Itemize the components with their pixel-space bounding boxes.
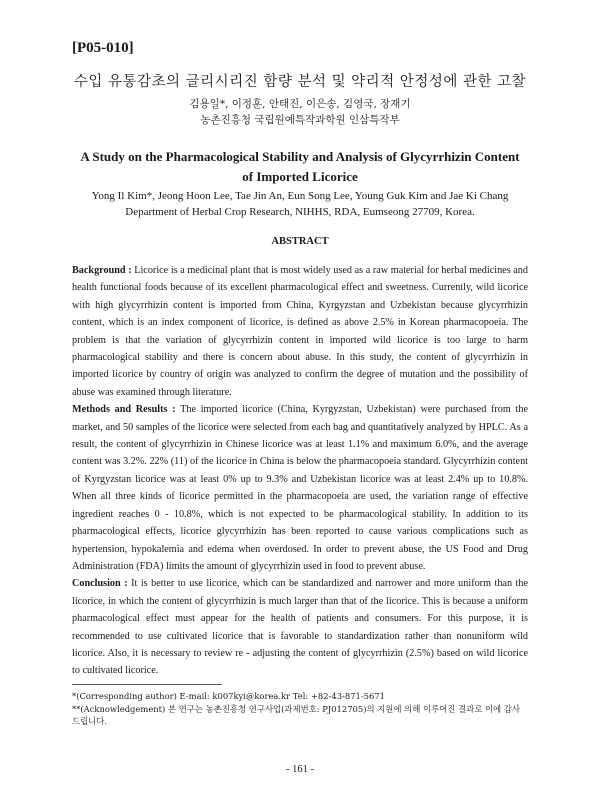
- methods-label: Methods and Results :: [72, 404, 176, 416]
- korean-authors: 김용일*, 이정훈, 안태진, 이은송, 김영국, 장재기: [189, 98, 411, 110]
- abstract-body: [72, 262, 528, 680]
- background-text: Licorice is a medicinal plant that is most widely used as a raw material for herbal medicines and health functional foods because of its excellent pharmacological effect and sweetness. Currently, wild licorice with high glycyrrhizin content is imported from China, Kyrgyzstan and Uzbekistan because glycyrrhizin content, which is an index component of licorice, is defined as above 2.5% in Korean pharmacopoeia. The problem is that the variation of glycyrrhizin content in imported wild licorice is too large to harm pharmacological stability and there is concern about abuse. In this study, the content of glycyrrhizin in imported licorice by country of origin was analyzed to confirm the degree of mutation and the possibility of abuse was examined through literature.: [72, 265, 528, 398]
- footnote-divider: [72, 684, 222, 685]
- acknowledgement-note: **(Acknowledgement) 본 연구는 농촌진흥청 연구사업(과제번호: PJ012705)의 지원에 의해 이루어진 결과로 이에 감사드립니다.: [72, 703, 520, 726]
- paper-page: [72, 0, 528, 799]
- english-title-line2: of Imported Licorice: [242, 169, 358, 184]
- page-number: - 161 -: [286, 764, 314, 775]
- conclusion-label: Conclusion :: [72, 578, 128, 590]
- korean-title: 수입 유통감초의 글리시리진 함량 분석 및 약리적 안정성에 관한 고찰: [73, 74, 527, 90]
- methods-text: The imported licorice (China, Kyrgyzstan, Uzbekistan) were purchased from the market, and 50 samples of the licorice were selected from each bag and quantitatively analyzed by HPLC. As a result, the content of glycyrrhizin in Chinese licorice was at least 1.1% and maximum 6.0%, and the average content was 3.2%. 22% (11) of the licorice in China is below the pharmacopoeia standard. Glycyrrhizin content of Kyrgyzstan licorice was at least 0% up to 9.3% and Uzbekistan licorice was at least 2.4% up to 10.8%. When all three kinds of licorice permitted in the pharmacopoeia are used, the variation range of effective ingredient reaches 0 - 10.8%, which is not expected to be pharmacological stability. In addition to its pharmacological effects, licorice glycyrrhizin has been reported to cause various complications such as hypertension, hypokalemia and edema when overdosed. In order to prevent abuse, the US Food and Drug Administration (FDA) limits the amount of glycyrrhizin used in food to prevent abuse.: [72, 404, 528, 572]
- korean-affiliation: 농촌진흥청 국립원예특작과학원 인삼특작부: [200, 114, 400, 126]
- corresponding-author-note: *(Corresponding author) E-mail: k007kyi@korea.kr Tel: +82-43-871-5671: [72, 691, 385, 701]
- author-names: Yong Il Kim*, Jeong Hoon Lee, Tae Jin An, Eun Song Lee, Young Guk Kim and Jae Ki Chang: [91, 190, 509, 202]
- author-affiliation: Department of Herbal Crop Research, NIHHS, RDA, Eumseong 27709, Korea.: [125, 206, 475, 218]
- english-authors-block: [62, 188, 538, 220]
- background-label: Background :: [72, 265, 132, 276]
- footnotes: [72, 690, 528, 728]
- methods-paragraph: [72, 401, 528, 575]
- background-paragraph: [72, 262, 528, 401]
- poster-code: [P05-010]: [72, 40, 134, 56]
- english-title: [66, 147, 534, 187]
- english-title-line1: A Study on the Pharmacological Stability and Analysis of Glycyrrhizin Content: [80, 149, 520, 164]
- conclusion-text: It is better to use licorice, which can be standardized and narrower and more uniform than the licorice, in which the content of glycyrrhizin is much larger than that of the licorice. This is because a uniform pharmacological effect must appear for the health of patients and consumers. For this purpose, it is recommended to use cultivated licorice that is favorable to standardization rather than nonuniform wild licorice. Also, it is necessary to review re - adjusting the content of glycyrrhizin (2.5%) based on wild licorice to cultivated licorice.: [72, 578, 528, 677]
- abstract-heading: ABSTRACT: [271, 236, 329, 247]
- conclusion-paragraph: [72, 575, 528, 679]
